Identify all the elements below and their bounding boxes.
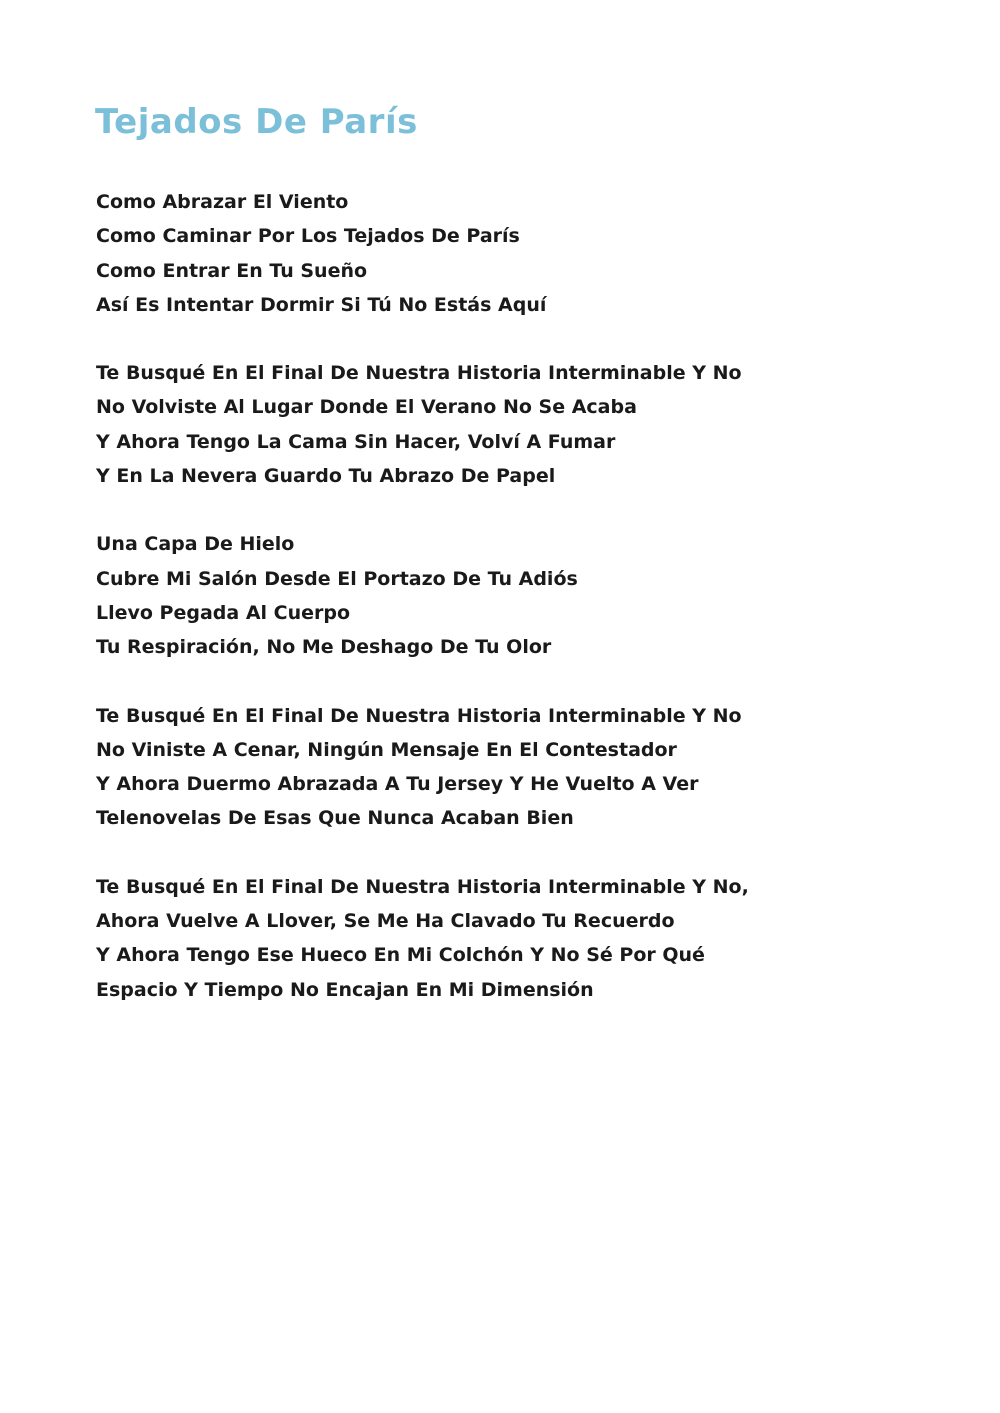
lyric-line: Tu Respiración, No Me Deshago De Tu Olor <box>96 636 552 659</box>
lyric-line: Te Busqué En El Final De Nuestra Historia Interminable Y No, <box>96 875 749 898</box>
stanza-3 <box>96 527 916 664</box>
lyric-line: Como Caminar Por Los Tejados De París <box>96 225 520 248</box>
stanza-2 <box>96 356 916 493</box>
lyrics-body <box>96 185 916 1041</box>
lyric-line: Y En La Nevera Guardo Tu Abrazo De Papel <box>96 465 556 488</box>
lyric-line: Te Busqué En El Final De Nuestra Historia Interminable Y No <box>96 704 742 727</box>
lyric-line: Telenovelas De Esas Que Nunca Acaban Bien <box>96 807 574 830</box>
stanza-4 <box>96 699 916 836</box>
lyric-line: Espacio Y Tiempo No Encajan En Mi Dimensión <box>96 978 594 1001</box>
lyric-line: Y Ahora Tengo La Cama Sin Hacer, Volví A Fumar <box>96 430 616 453</box>
lyric-line: Así Es Intentar Dormir Si Tú No Estás Aquí <box>96 293 547 316</box>
stanza-5 <box>96 870 916 1007</box>
song-title: Tejados De París <box>95 102 418 142</box>
lyric-line: No Volviste Al Lugar Donde El Verano No Se Acaba <box>96 396 637 419</box>
lyric-line: Te Busqué En El Final De Nuestra Historia Interminable Y No <box>96 362 742 385</box>
lyric-line: Y Ahora Tengo Ese Hueco En Mi Colchón Y No Sé Por Qué <box>96 944 705 967</box>
lyric-line: Llevo Pegada Al Cuerpo <box>96 601 351 624</box>
lyric-line: Ahora Vuelve A Llover, Se Me Ha Clavado Tu Recuerdo <box>96 910 675 933</box>
lyric-line: Como Entrar En Tu Sueño <box>96 259 368 282</box>
lyric-line: Cubre Mi Salón Desde El Portazo De Tu Adiós <box>96 567 578 590</box>
lyric-line: Como Abrazar El Viento <box>96 191 349 213</box>
lyric-line: No Viniste A Cenar, Ningún Mensaje En El Contestador <box>96 738 677 761</box>
lyric-line: Una Capa De Hielo <box>96 533 295 556</box>
lyric-line: Y Ahora Duermo Abrazada A Tu Jersey Y He Vuelto A Ver <box>96 773 699 796</box>
stanza-1 <box>96 185 916 322</box>
